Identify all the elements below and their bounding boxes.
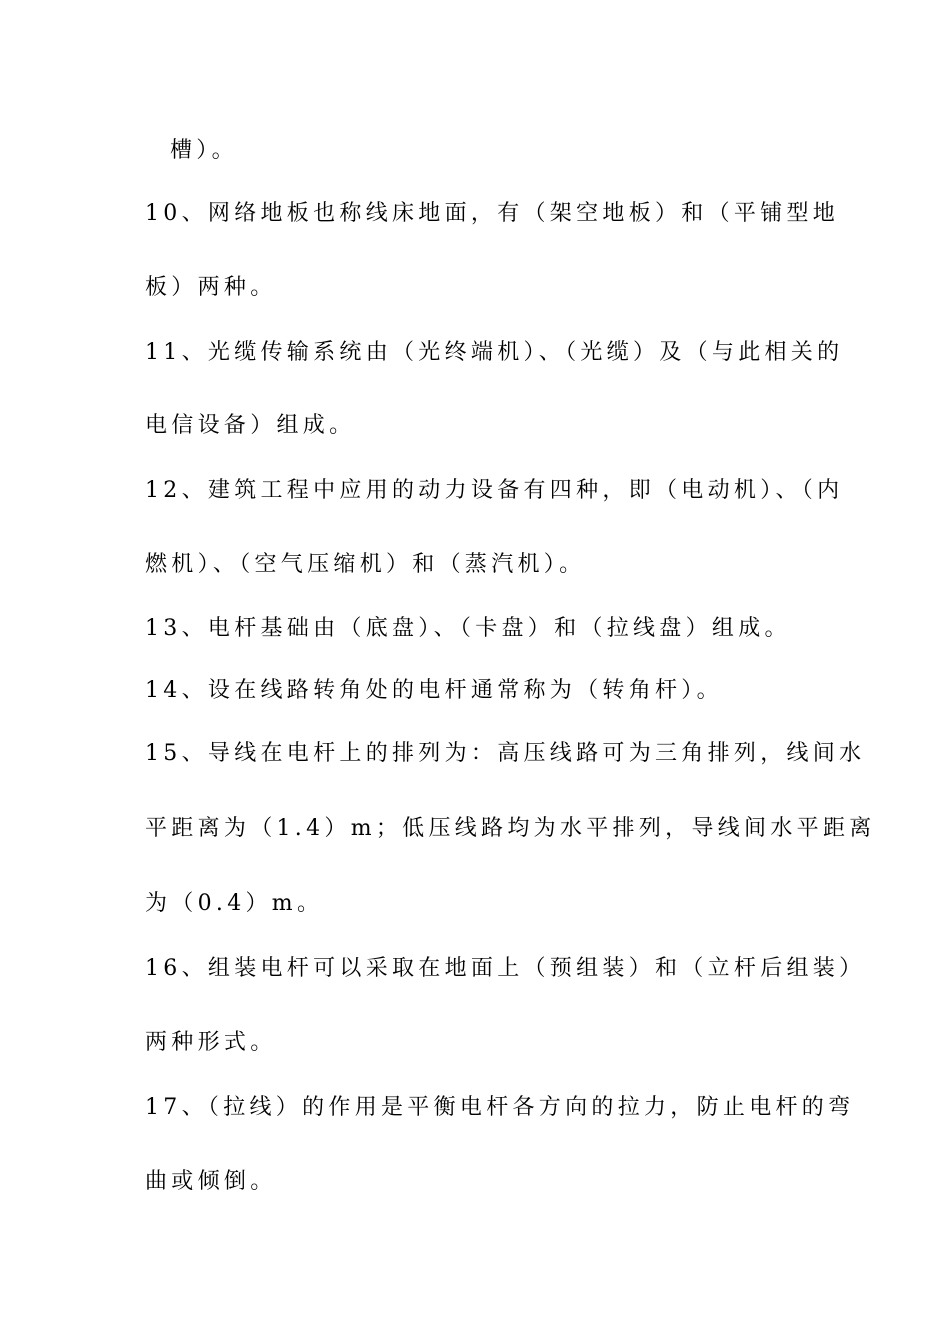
text-line: 16、组装电杆可以采取在地面上（预组装）和（立杆后组装） xyxy=(145,956,866,981)
text-line: 两种形式。 xyxy=(145,1030,277,1055)
text-line: 12、建筑工程中应用的动力设备有四种，即（电动机）、（内 xyxy=(145,478,844,503)
text-line: 槽）。 xyxy=(170,138,238,163)
text-line: 板）两种。 xyxy=(145,275,277,300)
text-line: 10、网络地板也称线床地面，有（架空地板）和（平铺型地 xyxy=(145,201,840,226)
text-line: 15、导线在电杆上的排列为：高压线路可为三角排列，线间水 xyxy=(145,741,866,766)
text-line: 14、设在线路转角处的电杆通常称为（转角杆）。 xyxy=(145,678,723,703)
text-line: 燃机）、（空气压缩机）和（蒸汽机）。 xyxy=(145,552,586,577)
text-line: 17、（拉线）的作用是平衡电杆各方向的拉力，防止电杆的弯 xyxy=(145,1095,855,1120)
text-line: 13、电杆基础由（底盘）、（卡盘）和（拉线盘）组成。 xyxy=(145,616,791,641)
text-line: 为（0.4）m。 xyxy=(145,891,324,916)
text-line: 11、光缆传输系统由（光终端机）、（光缆）及（与此相关的 xyxy=(145,340,844,365)
text-line: 平距离为（1.4）m；低压线路均为水平排列，导线间水平距离 xyxy=(145,816,876,841)
text-line: 电信设备）组成。 xyxy=(145,413,356,438)
text-line: 曲或倾倒。 xyxy=(145,1169,277,1194)
